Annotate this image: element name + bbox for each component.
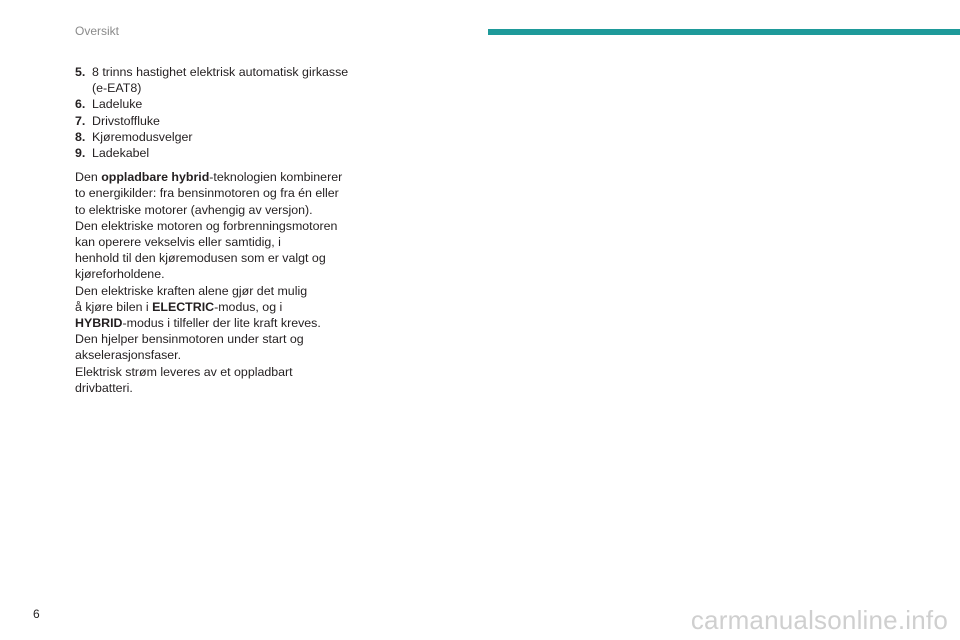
paragraph-line: Den hjelper bensinmotoren under start og <box>75 332 304 347</box>
paragraph-line: Den elektriske motoren og forbrenningsmotoren <box>75 218 338 233</box>
paragraph-line <box>75 315 355 331</box>
legend-list <box>75 64 355 161</box>
text-run: -teknologien kombinerer <box>209 170 343 185</box>
list-item-text: Drivstoffluke <box>92 113 160 128</box>
page-content <box>75 64 355 396</box>
list-item-number: 9. <box>75 146 86 161</box>
list-item-number: 6. <box>75 97 86 112</box>
list-item-number: 7. <box>75 113 86 128</box>
paragraph-line: drivbatteri. <box>75 380 133 395</box>
emphasis-text: oppladbare hybrid <box>101 170 210 185</box>
list-item-text: 8 trinns hastighet elektrisk automatisk girkasse (e-EAT8) <box>92 65 349 96</box>
paragraph-line: henhold til den kjøremodusen som er valgt og <box>75 251 326 266</box>
emphasis-text: HYBRID <box>75 316 123 331</box>
paragraph-line: akselerasjonsfaser. <box>75 348 182 363</box>
list-item <box>75 113 355 129</box>
section-accent-bar <box>488 29 960 35</box>
list-item <box>75 145 355 161</box>
paragraph-line <box>75 299 355 315</box>
list-item <box>75 96 355 112</box>
paragraph-line: to elektriske motorer (avhengig av versjon). <box>75 202 313 217</box>
list-item-number: 5. <box>75 65 86 79</box>
description-paragraph <box>75 169 355 396</box>
page-number: 6 <box>33 607 40 621</box>
list-item-text: Ladekabel <box>92 146 150 161</box>
paragraph-line: Elektrisk strøm leveres av et oppladbart <box>75 364 293 379</box>
text-run: å kjøre bilen i <box>75 299 153 314</box>
list-item-number: 8. <box>75 129 86 144</box>
section-title: Oversikt <box>75 24 120 38</box>
emphasis-text: ELECTRIC <box>152 299 215 314</box>
list-item <box>75 64 355 96</box>
watermark-text: carmanualsonline.info <box>690 605 948 635</box>
paragraph-line: kan operere vekselvis eller samtidig, i <box>75 235 281 250</box>
text-run: -modus i tilfeller der lite kraft kreves. <box>122 316 321 331</box>
paragraph-line: Den elektriske kraften alene gjør det mulig <box>75 283 308 298</box>
paragraph-line: to energikilder: fra bensinmotoren og fra én eller <box>75 186 339 201</box>
list-item-text: Kjøremodusvelger <box>92 129 193 144</box>
text-run: -modus, og i <box>214 299 283 314</box>
paragraph-line: kjøreforholdene. <box>75 267 165 282</box>
text-run: Den <box>75 170 102 185</box>
list-item <box>75 129 355 145</box>
paragraph-line <box>75 169 355 185</box>
list-item-text: Ladeluke <box>92 97 143 112</box>
